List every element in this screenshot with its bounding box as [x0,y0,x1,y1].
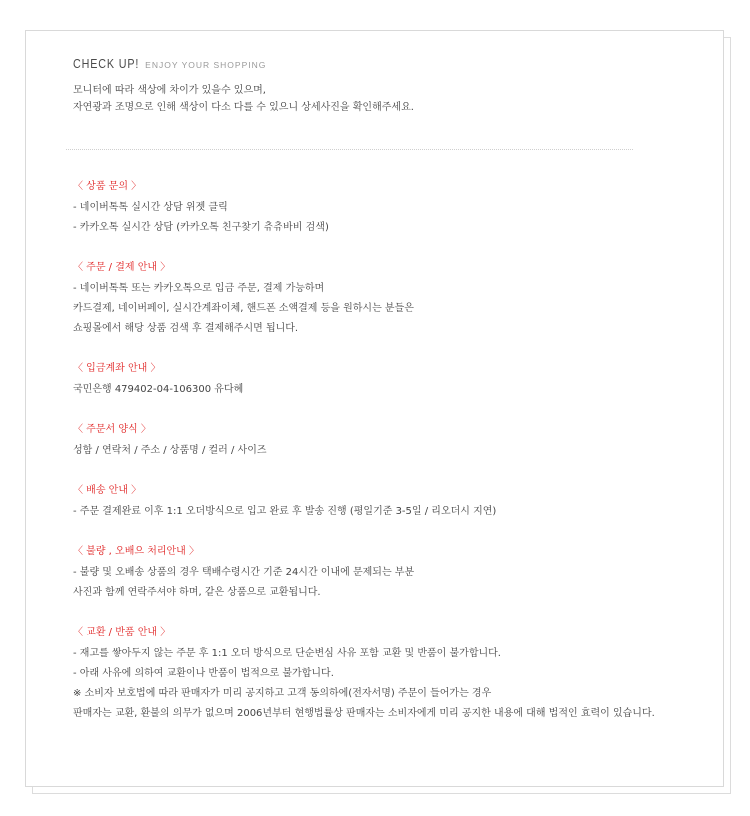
dotted-divider [66,149,633,150]
section-title: 〈 입금계좌 안내 〉 [73,363,161,374]
section-exchange-return [73,624,655,724]
section-line: - 아래 사유에 의하여 교환이나 반품이 법적으로 불가합니다. [73,668,334,679]
section-line: ※ 소비자 보호법에 따라 판매자가 미리 공지하고 고객 동의하에(전자서명) 주문이 들어가는 경우 [73,688,492,699]
section-title: 〈 주문서 양식 〉 [73,424,151,435]
section-title: 〈 불량 , 오배으 처리안내 〉 [73,546,200,557]
section-product-inquiry [73,178,655,238]
section-shipping [73,482,655,522]
info-sections [73,178,655,745]
section-bank-account [73,360,655,400]
section-line: - 카카오톡 실시간 상담 (카카오톡 친구찾기 츄츄바비 검색) [73,222,329,233]
notice-subtitle: ENJOY YOUR SHOPPING [145,60,267,70]
section-line: - 주문 결제완료 이후 1:1 오더방식으로 입고 완료 후 발송 진행 (평일기준 3-5일 / 리오더시 지연) [73,506,497,517]
section-order-form [73,421,655,461]
section-line: 쇼핑몰에서 해당 상품 검색 후 결제해주시면 됩니다. [73,323,299,334]
section-title: 〈 배송 안내 〉 [73,485,142,496]
section-line: 성함 / 연락처 / 주소 / 상품명 / 컬러 / 사이즈 [73,445,267,456]
section-line: 국민은행 479402-04-106300 유다혜 [73,384,244,395]
section-title: 〈 주문 / 결제 안내 〉 [73,262,171,273]
intro-text [73,82,414,116]
section-line: - 네이버톡톡 또는 카카오톡으로 입금 주문, 결제 가능하며 [73,283,325,294]
section-line: - 불량 및 오배송 상품의 경우 택배수령시간 기준 24시간 이내에 문제되는 부분 [73,567,415,578]
intro-line: 자연광과 조명으로 인해 색상이 다소 다를 수 있으니 상세사진을 확인해주세요. [73,102,414,113]
section-title: 〈 상품 문의 〉 [73,181,142,192]
section-line: 카드결제, 네이버페이, 실시간계좌이체, 핸드폰 소액결제 등을 원하시는 분들은 [73,303,414,314]
section-order-payment [73,259,655,339]
section-line: 판매자는 교환, 환불의 의무가 없으며 2006년부터 현행법률상 판매자는 소비자에게 미리 공지한 내용에 대해 법적인 효력이 있습니다. [73,708,655,719]
section-line: - 네이버톡톡 실시간 상담 위젯 클릭 [73,202,228,213]
section-defects [73,543,655,603]
intro-line: 모니터에 따라 색상에 차이가 있을수 있으며, [73,85,266,96]
section-title: 〈 교환 / 반품 안내 〉 [73,627,171,638]
notice-title: CHECK UP! [73,57,140,71]
section-line: - 재고를 쌓아두지 않는 주문 후 1:1 오더 방식으로 단순변심 사유 포함 교환 및 반품이 불가합니다. [73,648,501,659]
section-line: 사진과 함께 연락주셔야 하며, 같은 상품으로 교환됩니다. [73,587,321,598]
notice-header [73,53,266,72]
